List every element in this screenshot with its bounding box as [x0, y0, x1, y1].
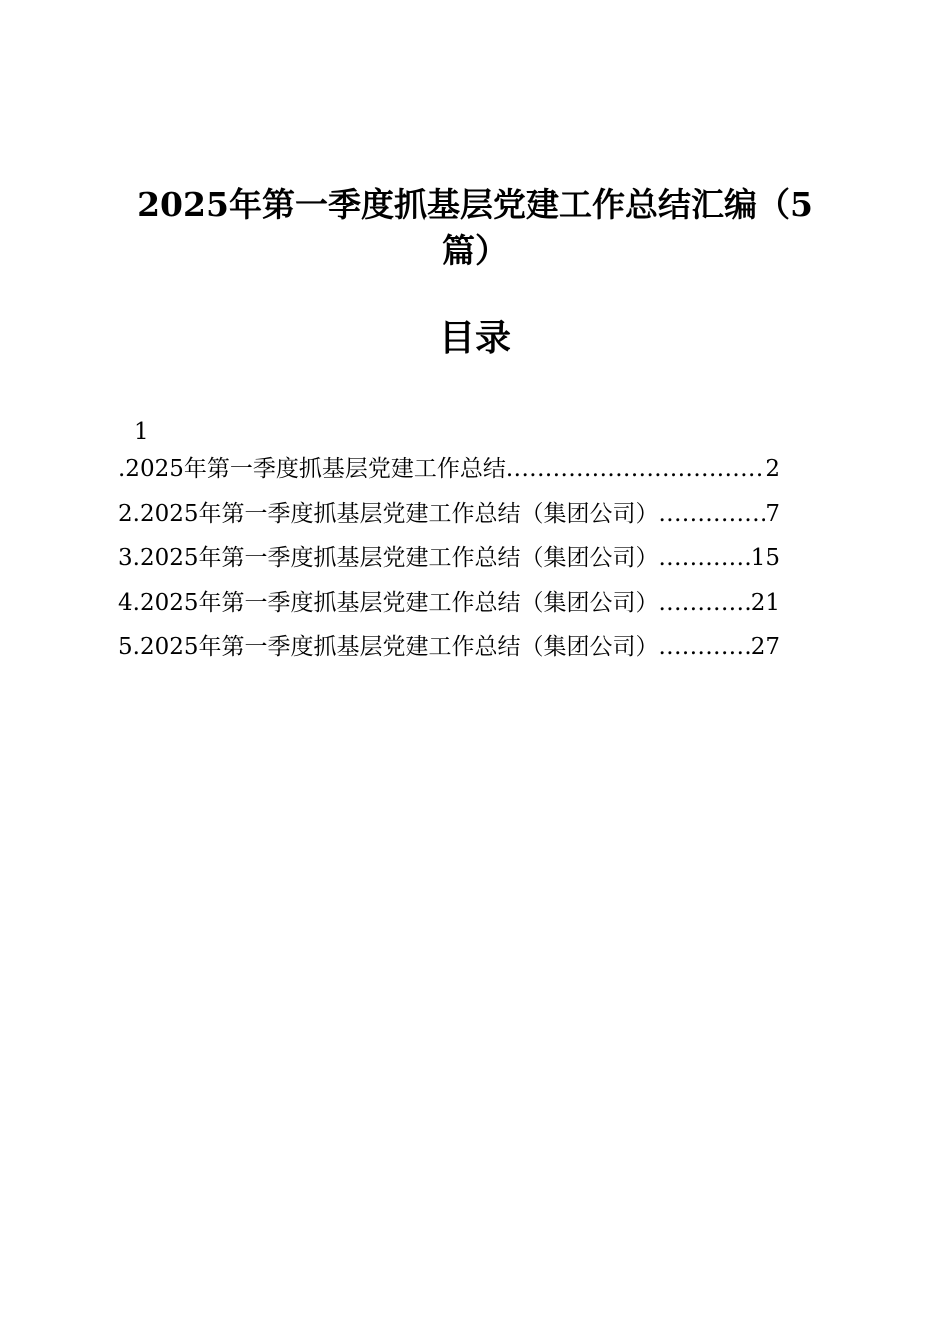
- toc-entry[interactable]: [118, 447, 780, 492]
- toc-leader-dots: [658, 625, 750, 670]
- toc-leader-dots: [658, 536, 750, 581]
- toc-leader-dots: [658, 581, 750, 626]
- toc-entry-page: 2: [765, 456, 780, 482]
- toc-entry[interactable]: [118, 625, 780, 670]
- title-line-2: 篇）: [442, 231, 508, 270]
- toc-entry-page: 27: [750, 634, 780, 660]
- toc-entry-page: 21: [750, 589, 780, 616]
- table-of-contents: [118, 418, 780, 670]
- toc-entry-label: 3.2025年第一季度抓基层党建工作总结（集团公司）: [118, 545, 659, 571]
- toc-entry-label: 2.2025年第一季度抓基层党建工作总结（集团公司）: [118, 500, 659, 527]
- toc-entry-page: 15: [750, 545, 780, 571]
- toc-entry-page: 7: [765, 500, 780, 527]
- toc-heading: 目录: [438, 317, 511, 359]
- toc-entry-number: 1: [134, 419, 149, 445]
- toc-entry-label: 4.2025年第一季度抓基层党建工作总结（集团公司）: [118, 589, 659, 616]
- document-title: [100, 182, 850, 274]
- toc-entry[interactable]: [118, 581, 780, 626]
- title-line-1: 2025年第一季度抓基层党建工作总结汇编（5: [137, 185, 813, 224]
- toc-entry[interactable]: [118, 536, 780, 581]
- toc-leader-dots: [506, 447, 766, 492]
- toc-leader-dots: [658, 492, 765, 537]
- toc-entry[interactable]: [118, 492, 780, 537]
- toc-entry-label: 5.2025年第一季度抓基层党建工作总结（集团公司）: [118, 634, 659, 660]
- toc-entry-label: .2025年第一季度抓基层党建工作总结: [118, 456, 506, 482]
